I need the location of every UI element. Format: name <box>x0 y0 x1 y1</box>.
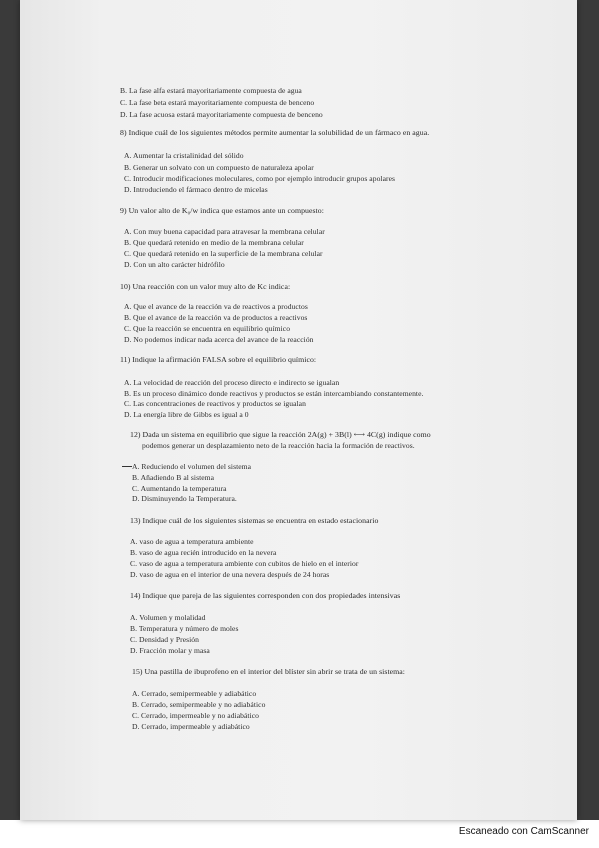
option-text: A. Volumen y molalidad <box>130 613 206 622</box>
option-text: D. No podemos indicar nada acerca del avance de la reacción <box>124 335 314 344</box>
question-text: 12) Dada un sistema en equilibrio que sigue la reacción 2A(g) + 3B(l) ⟷ 4C(g) indique como <box>130 430 431 439</box>
option-text: A. Con muy buena capacidad para atravesar la membrana celular <box>124 227 325 236</box>
option-text: B. Que el avance de la reacción va de productos a reactivos <box>124 313 308 322</box>
option-text: D. Cerrado, impermeable y adiabático <box>132 722 250 731</box>
option-text: C. vaso de agua a temperatura ambiente con cubitos de hielo en el interior <box>130 559 359 568</box>
exam-page <box>20 0 577 820</box>
option-text: B. Cerrado, semipermeable y no adiabático <box>132 700 266 709</box>
question-text: 14) Indique que pareja de las siguientes corresponden con dos propiedades intensivas <box>130 591 401 600</box>
option-text: A. Aumentar la cristalinidad del sólido <box>124 151 244 160</box>
option-text: A. vaso de agua a temperatura ambiente <box>130 537 254 546</box>
question-text: 13) Indique cuál de los siguientes sistemas se encuentra en estado estacionario <box>130 516 379 525</box>
option-text: C. Cerrado, impermeable y no adiabático <box>132 711 259 720</box>
option-text: B. Añadiendo B al sistema <box>132 473 215 482</box>
option-text: C. Las concentraciones de reactivos y productos se igualan <box>124 399 306 408</box>
question-text: 10) Una reacción con un valor muy alto de Kc indica: <box>120 282 291 291</box>
option-text: C. Que la reacción se encuentra en equilibrio químico <box>124 324 291 333</box>
answer-mark <box>122 466 132 467</box>
option-text: B. La fase alfa estará mayoritariamente compuesta de agua <box>120 86 302 95</box>
option-text: D. Disminuyendo la Temperatura. <box>132 494 237 503</box>
option-text: B. Temperatura y número de moles <box>130 624 239 633</box>
option-text: A. La velocidad de reacción del proceso directo e indirecto se igualan <box>124 378 340 387</box>
option-text: A. Reduciendo el volumen del sistema <box>132 462 252 471</box>
question-text: 9) Un valor alto de K₀/ᴡ indica que estamos ante un compuesto: <box>120 206 324 215</box>
option-text: B. Es un proceso dinámico donde reactivos y productos se están intercambiando constantemente. <box>124 389 424 398</box>
option-text: C. Densidad y Presión <box>130 635 199 644</box>
question-text: 11) Indique la afirmación FALSA sobre el equilibrio químico: <box>120 355 317 364</box>
option-text: D. La fase acuosa estará mayoritariamente compuesta de benceno <box>120 110 323 119</box>
option-text: D. La energía libre de Gibbs es igual a 0 <box>124 410 249 419</box>
option-text: C. Aumentando la temperatura <box>132 484 227 493</box>
option-text: C. Que quedará retenido en la superficie de la membrana celular <box>124 249 323 258</box>
option-text: C. Introducir modificaciones moleculares, como por ejemplo introducir grupos apolares <box>124 174 396 183</box>
option-text: D. vaso de agua en el interior de una nevera después de 24 horas <box>130 570 330 579</box>
option-text: A. Que el avance de la reacción va de reactivos a productos <box>124 302 308 311</box>
option-text: D. Fracción molar y masa <box>130 646 210 655</box>
option-text: C. La fase beta estará mayoritariamente compuesta de benceno <box>120 98 315 107</box>
option-text: podemos generar un desplazamiento neto de la reacción hacia la formación de reactivos. <box>142 441 415 450</box>
question-text: 15) Una pastilla de ibuprofeno en el interior del blíster sin abrir se trata de un sistema: <box>132 667 406 676</box>
option-text: D. Introduciendo el fármaco dentro de micelas <box>124 185 268 194</box>
option-text: B. Que quedará retenido en medio de la membrana celular <box>124 238 304 247</box>
option-text: D. Con un alto carácter hidrófilo <box>124 260 225 269</box>
question-text: 8) Indique cuál de los siguientes métodos permite aumentar la solubilidad de un fármaco en agua. <box>120 128 430 137</box>
option-text: B. vaso de agua recién introducido en la nevera <box>130 548 277 557</box>
option-text: B. Generar un solvato con un compuesto de naturaleza apolar <box>124 163 314 172</box>
camscanner-watermark: Escaneado con CamScanner <box>458 826 589 837</box>
option-text: A. Cerrado, semipermeable y adiabático <box>132 689 257 698</box>
